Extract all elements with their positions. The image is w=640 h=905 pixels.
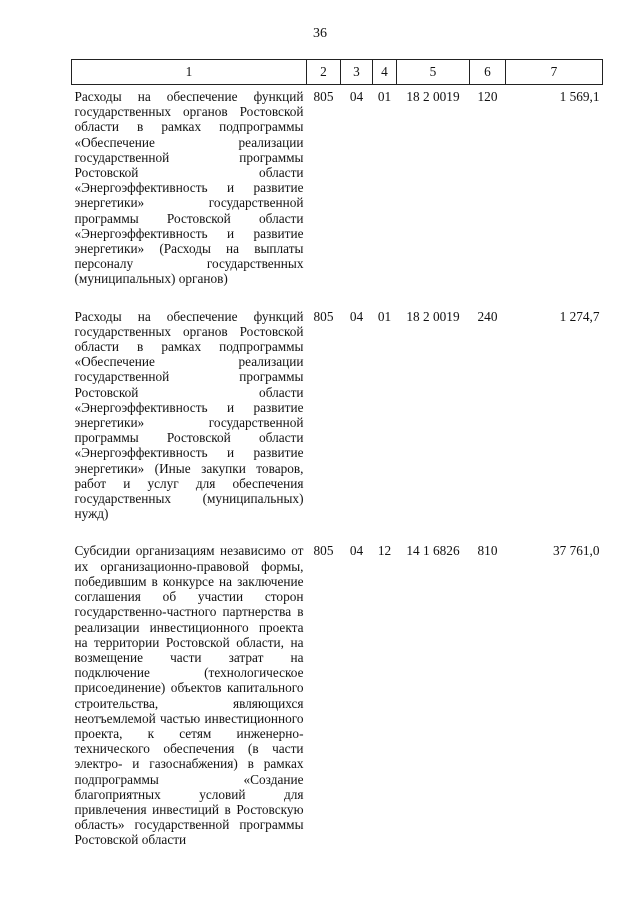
column-header-target-article: 5 [397,60,470,85]
row-subsection: 12 [377,543,392,559]
row-target-article: 18 2 0019 [406,308,460,324]
row-amount: 1 274,7 [559,308,600,324]
table-header-row [72,60,603,85]
column-header-subsection: 4 [373,60,397,85]
table-row [72,305,603,530]
column-header-amount: 7 [506,60,603,85]
row-amount: 37 761,0 [552,543,600,559]
budget-table [71,59,603,856]
row-description: Расходы на обеспечение функций государственных органов Ростовской области в рамках подпрограммы «Обеспечение реализации государственной программы Ростовской области «Энергоэффективность и развитие энергетики» государственной программы Ростовской области «Энергоэффективность и развитие энергетики» (Иные закупки товаров, работ и услуг для обеспечения государственных (муниципальных) нужд) [74,308,304,522]
row-expense-type: 810 [477,543,498,559]
row-spacer [72,529,603,539]
table-row [72,539,603,855]
column-header-expense-type: 6 [470,60,506,85]
row-target-article: 18 2 0019 [406,89,460,104]
row-subsection: 01 [377,89,392,104]
column-header-ministry: 2 [307,60,341,85]
row-ministry: 805 [313,89,334,104]
row-spacer-cell [72,295,603,305]
row-ministry: 805 [313,308,334,324]
row-target-article: 14 1 6826 [406,543,460,559]
row-expense-type: 120 [477,89,498,104]
row-description: Субсидии организациям независимо от их организационно-правовой формы, победившим в конкурсе на заключение соглашения об участии сторон государственно-частного партнерства в реализации инвестиционного проекта на территории Ростовской области, на возмещение части затрат на подключение (технологическое присоединение) объектов капитального строительства, являющихся неотъемлемой частью инвестиционного проекта, к сетям инженерно-технического обеспечения (в части электро- и газоснабжения) в рамках подпрограммы «Создание благоприятных условий для привлечения инвестиций в Ростовскую область» государственной программы Ростовской области [74,543,304,848]
row-section: 04 [349,89,364,104]
row-expense-type: 240 [477,308,498,324]
row-spacer-cell [72,529,603,539]
row-ministry: 805 [313,543,334,559]
row-section: 04 [349,543,364,559]
row-description: Расходы на обеспечение функций государственных органов Ростовской области в рамках подпрограммы «Обеспечение реализации государственной программы Ростовской области «Энергоэффективность и развитие энергетики» государственной программы Ростовской области «Энергоэффективность и развитие энергетики» (Расходы на выплаты персоналу государственных (муниципальных) органов) [74,89,304,287]
page-number: 36 [313,26,327,41]
table-row [72,85,603,295]
row-subsection: 01 [377,308,392,324]
column-header-description: 1 [72,60,307,85]
row-spacer [72,295,603,305]
row-amount: 1 569,1 [559,89,600,104]
column-header-section: 3 [341,60,373,85]
row-section: 04 [349,308,364,324]
